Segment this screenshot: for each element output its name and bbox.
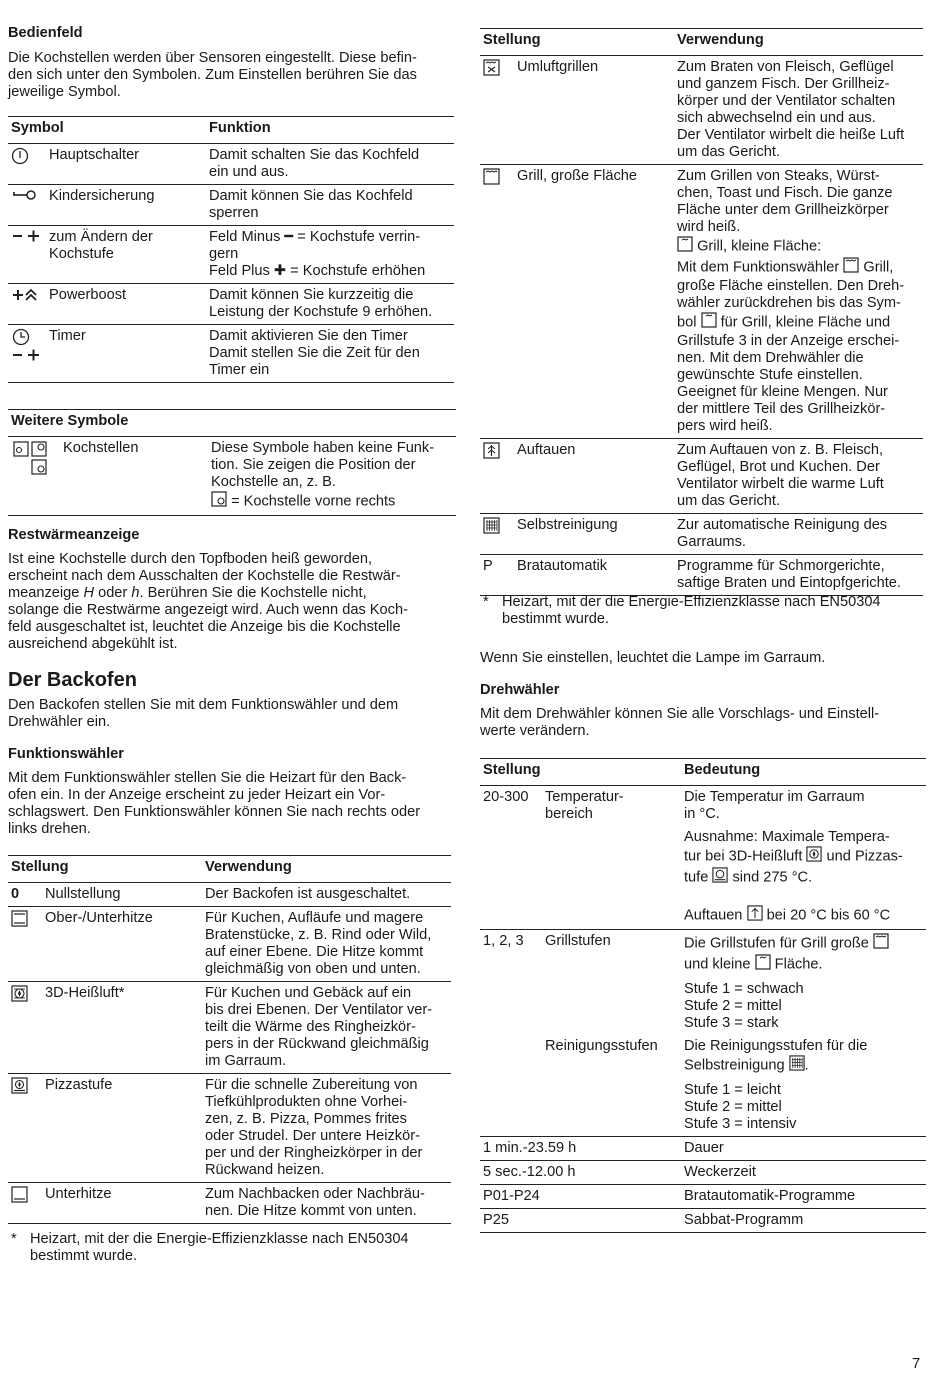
- fan-grill-icon: [483, 59, 500, 81]
- oven-text: Den Backofen stellen Sie mit dem Funktionswähler und dem Drehwähler ein.: [8, 697, 399, 730]
- grill-large-icon: [483, 168, 500, 190]
- col-position: Stellung: [8, 856, 202, 883]
- col-use: Verwendung: [202, 856, 451, 883]
- footnote-star: *: [11, 1231, 17, 1247]
- symbol-name: zum Ändern der Kochstufe: [46, 226, 206, 284]
- symbol-name: Kochstellen: [60, 437, 208, 516]
- further-symbols-table: [8, 409, 456, 516]
- mode-use: Zum Nachbacken oder Nachbräu- nen. Die Hitze kommt von unten.: [202, 1183, 451, 1224]
- restwaerme-title: Restwärmeanzeige: [8, 527, 140, 543]
- table-row: [480, 555, 923, 596]
- dial-meaning: Weckerzeit: [681, 1161, 926, 1185]
- hot-air-3d-icon: [806, 846, 822, 867]
- grill-small-icon: [701, 312, 717, 333]
- table-row: [480, 1209, 926, 1233]
- table-row: [8, 1183, 451, 1224]
- further-symbols-header: Weitere Symbole: [8, 410, 456, 437]
- symbol-name: Kindersicherung: [46, 185, 206, 226]
- col-symbol: Symbol: [8, 117, 206, 144]
- table-row: [480, 514, 923, 555]
- mode-name: Selbstreinigung: [514, 514, 674, 555]
- self-clean-icon: [789, 1055, 805, 1076]
- symbol-function: Damit aktivieren Sie den Timer Damit stellen Sie die Zeit für den Timer ein: [206, 325, 454, 383]
- symbol-function: Damit schalten Sie das Kochfeld ein und aus.: [206, 144, 454, 185]
- mode-name: Unterhitze: [42, 1183, 202, 1224]
- bedienfeld-title: Bedienfeld: [8, 25, 83, 41]
- page-number: 7: [912, 1356, 921, 1372]
- mode-name: Bratautomatik: [514, 555, 674, 596]
- grill-levels: Stufe 1 = schwach Stufe 2 = mittel Stufe 3 = stark: [684, 981, 804, 1031]
- dial-name: Grillstufen: [545, 933, 611, 949]
- dial-value: 1, 2, 3: [483, 933, 524, 949]
- footnote: Heizart, mit der die Energie-Effizienzklasse nach EN50304 bestimmt wurde.: [502, 594, 881, 627]
- grill-large-icon: [843, 257, 859, 278]
- top-bottom-heat-icon: [11, 910, 28, 932]
- grill-small-icon: [755, 954, 771, 975]
- table-row: [8, 907, 451, 982]
- mode-use: Zur automatische Reinigung des Garraums.: [674, 514, 923, 555]
- col-meaning: Bedeutung: [681, 759, 926, 786]
- defrost-icon: [747, 905, 763, 926]
- oven-title: Der Backofen: [8, 669, 137, 691]
- letter-p-symbol: P: [480, 555, 514, 596]
- table-row: [8, 437, 456, 516]
- funktionswaehler-text: Mit dem Funktionswähler stellen Sie die Heizart für den Back- ofen ein. In der Anzeige erscheint zu jeder Heizart ein Vor- schlagswert. Den Funktionswähler können Sie nach rechts oder links drehen.: [8, 770, 421, 837]
- col-position: Stellung: [480, 29, 674, 56]
- zero-symbol: 0: [8, 883, 42, 907]
- dial-name: Reinigungsstufen: [542, 1035, 681, 1137]
- table-row: [8, 144, 454, 185]
- table-row: [8, 325, 454, 383]
- mode-use: Für die schnelle Zubereitung von Tiefkühlprodukten ohne Vorhei- zen, z. B. Pizza, Pommes frites oder Strudel. Der untere Heizkör- per und der Ringheizkörper in der Rückwand heizen.: [202, 1074, 451, 1183]
- mode-use: Zum Braten von Fleisch, Geflügel und ganzem Fisch. Der Grillheiz- körper und der Ventilator schalten sich abwechselnd ein und aus. Der Ventilator wirbelt die heiße Luft um das Gericht.: [674, 56, 923, 165]
- dial-meaning: Sabbat-Programm: [681, 1209, 926, 1233]
- table-row: [480, 56, 923, 165]
- symbol-name: Timer: [46, 325, 206, 383]
- example-text: = Kochstelle vorne rechts: [231, 493, 396, 510]
- footnote: Heizart, mit der die Energie-Effizienzklasse nach EN50304 bestimmt wurde.: [30, 1231, 409, 1264]
- col-use: Verwendung: [674, 29, 923, 56]
- table-row: [480, 439, 923, 514]
- table-row: [8, 883, 451, 907]
- symbol-function: Damit können Sie kurzzeitig die Leistung der Kochstufe 9 erhöhen.: [206, 284, 454, 325]
- clean-levels: Stufe 1 = leicht Stufe 2 = mittel Stufe 3 = intensiv: [684, 1082, 797, 1132]
- dial-table: [480, 758, 926, 1233]
- mode-name: Auftauen: [514, 439, 674, 514]
- key-icon: [11, 188, 37, 207]
- table-row: [8, 185, 454, 226]
- col-position: Stellung: [480, 759, 681, 786]
- power-icon: [11, 147, 29, 170]
- dial-value: 5 sec.-12.00 h: [480, 1161, 681, 1185]
- grill-large-icon: [873, 933, 889, 954]
- dial-value: P01-P24: [480, 1185, 681, 1209]
- lamp-text: Wenn Sie einstellen, leuchtet die Lampe im Garraum.: [480, 650, 826, 666]
- symbol-name: Powerboost: [46, 284, 206, 325]
- hot-air-3d-icon: [11, 985, 28, 1007]
- hob-front-right-icon: [211, 491, 227, 512]
- dial-meaning: Bratautomatik-Programme: [681, 1185, 926, 1209]
- table-row: [8, 284, 454, 325]
- mode-name: Nullstellung: [42, 883, 202, 907]
- symbol-function: Damit können Sie das Kochfeld sperren: [206, 185, 454, 226]
- residual-heat-H: H: [83, 585, 95, 601]
- self-clean-icon: [483, 517, 500, 539]
- residual-heat-h: h: [131, 585, 140, 601]
- symbol-function: Feld Minus ━ = Kochstufe verrin- gern Feld Plus ✚ = Kochstufe erhöhen: [206, 226, 454, 284]
- table-row: 20-300 Temperatur- bereich Die Temperatur im Garraum in °C. Ausnahme: Maximale Tempera- tur bei 3D-Heißluft und Pizzas- tufe sind 275 °C. Auftauen bei 20 °C bis 60 °C: [480, 786, 926, 930]
- mode-use: Der Backofen ist ausgeschaltet.: [202, 883, 451, 907]
- mode-use: Für Kuchen und Gebäck auf ein bis drei Ebenen. Der Ventilator ver- teilt die Wärme des Ringheizkör- pers in der Rückwand gleichmäßig im Garraum.: [202, 982, 451, 1074]
- table-row: Reinigungsstufen Die Reinigungsstufen für die Selbstreinigung . Stufe 1 = leicht Stufe 2 = mittel Stufe 3 = intensiv: [480, 1035, 926, 1137]
- table-row: Grill, große Fläche Zum Grillen von Steaks, Würst- chen, Toast und Fisch. Die ganze Fläche unter dem Grillheizkörper wird heiß. Grill, kleine Fläche: Mit dem Funktionswähler Grill, große Fläche einstellen. Den Dreh- wähler zurückdrehen bis das Sym- bol für Grill, kleine Fläche und Grillstufe 3 in der Anzeige erschei- nen. Mit dem Drehwähler die gewünschte Stufe einstellen. Geeignet für kleine Mengen. Nur der mittlere Teil des Grillheizkör- pers wird heiß.: [480, 165, 923, 439]
- bedienfeld-text: Die Kochstellen werden über Sensoren eingestellt. Diese befin- den sich unter den Symbolen. Zum Einstellen berühren Sie das jeweilige Symbol.: [8, 50, 417, 100]
- symbol-name: Hauptschalter: [46, 144, 206, 185]
- dial-value: 1 min.-23.59 h: [480, 1137, 681, 1161]
- heating-mode-table-right: [480, 28, 923, 596]
- table-row: [8, 982, 451, 1074]
- dial-meaning: Dauer: [681, 1137, 926, 1161]
- mode-use: Für Kuchen, Aufläufe und magere Bratenstücke, z. B. Rind oder Wild, auf einer Ebene. Die Hitze kommt gleichmäßig von oben und unten.: [202, 907, 451, 982]
- table-row: [480, 1137, 926, 1161]
- dial-name: Temperatur- bereich: [542, 786, 681, 930]
- table-row: [480, 1185, 926, 1209]
- mode-name: Pizzastufe: [42, 1074, 202, 1183]
- pizza-icon: [712, 867, 728, 888]
- mode-name: 3D-Heißluft*: [42, 982, 202, 1074]
- powerboost-icon: [11, 287, 39, 308]
- hob-position-icon: [11, 440, 51, 481]
- mode-name: Grill, große Fläche: [514, 165, 674, 439]
- mode-name: Ober-/Unterhitze: [42, 907, 202, 982]
- drehwaehler-text: Mit dem Drehwähler können Sie alle Vorschlags- und Einstell- werte verändern.: [480, 706, 880, 739]
- heating-mode-table-left: [8, 855, 451, 1224]
- table-row: 1, 2, 3 Grillstufen Die Grillstufen für Grill große und kleine Fläche. Stufe 1 = schwach Stufe 2 = mittel Stufe 3 = stark: [480, 930, 926, 1036]
- grill-small-icon: [677, 236, 693, 257]
- footnote-star: *: [483, 594, 489, 610]
- dial-value: 20-300: [480, 786, 542, 930]
- mode-use: Programme für Schmorgerichte, saftige Braten und Eintopfgerichte.: [674, 555, 923, 596]
- bottom-heat-icon: [11, 1186, 28, 1208]
- pizza-icon: [11, 1077, 28, 1099]
- symbol-table: [8, 116, 454, 383]
- mode-use: Zum Auftauen von z. B. Fleisch, Geflügel, Brot und Kuchen. Der Ventilator wirbelt die warme Luft um das Gericht.: [674, 439, 923, 514]
- dial-value: P25: [480, 1209, 681, 1233]
- defrost-icon: [483, 442, 500, 464]
- table-row: [8, 1074, 451, 1183]
- mode-use: Zum Grillen von Steaks, Würst- chen, Toast und Fisch. Die ganze Fläche unter dem Grillheizkörper wird heiß.: [677, 168, 893, 235]
- funktionswaehler-title: Funktionswähler: [8, 746, 124, 762]
- mode-name: Umluftgrillen: [514, 56, 674, 165]
- drehwaehler-title: Drehwähler: [480, 682, 560, 698]
- restwaerme-text: Ist eine Kochstelle durch den Topfboden heiß geworden, erscheint nach dem Ausschalten der Kochstelle die Restwär- meanzeige H oder h. Berühren Sie die Kochstelle nicht, solange die Restwärme angezeigt wird. Auch wenn das Koch- feld ausgeschaltet ist, leuchtet die Anzeige bis die Kochstelle ausreichend abgekühlt ist.: [8, 551, 408, 652]
- timer-icon: [11, 328, 41, 369]
- symbol-function: Diese Symbole haben keine Funk- tion. Sie zeigen die Position der Kochstelle an, z. B.: [211, 440, 435, 490]
- col-function: Funktion: [206, 117, 454, 144]
- table-row: [8, 226, 454, 284]
- minus-plus-icon: [11, 229, 41, 248]
- table-row: [480, 1161, 926, 1185]
